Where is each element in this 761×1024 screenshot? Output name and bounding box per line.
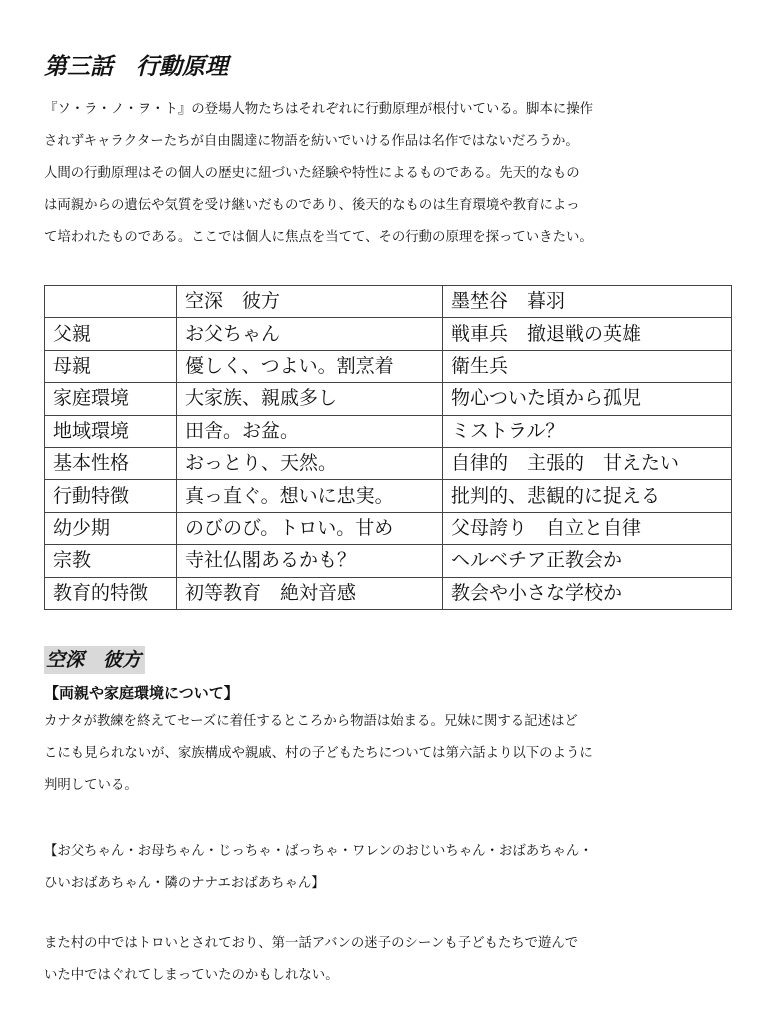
table-header-cell: [45, 286, 177, 318]
table-row: [45, 512, 732, 544]
table-cell: 優しく、つよい。割烹着: [177, 350, 443, 382]
intro-line: て培われたものである。ここでは個人に焦点を当てて、その行動の原理を探っていきたい。: [44, 230, 593, 245]
table-cell: 衛生兵: [443, 350, 732, 382]
section-heading: 空深 彼方: [44, 646, 145, 674]
row-label: 教育的特徴: [45, 577, 177, 609]
body-line: ひいおばあちゃん・隣のナナエおばあちゃん】: [44, 876, 325, 891]
body-line: また村の中ではトロいとされており、第一話アバンの迷子のシーンも子どもたちで遊んで: [44, 936, 579, 951]
table-header-cell: 墨埜谷 暮羽: [443, 286, 732, 318]
body-line: 判明している。: [44, 778, 138, 793]
table-header-cell: 空深 彼方: [177, 286, 443, 318]
body-line: 【お父ちゃん・お母ちゃん・じっちゃ・ばっちゃ・ワレンのおじいちゃん・おばあちゃん・: [44, 844, 593, 859]
body-paragraph: [44, 706, 734, 802]
table-cell: 批判的、悲観的に捉える: [443, 480, 732, 512]
table-row: [45, 415, 732, 447]
intro-line: されずキャラクターたちが自由闊達に物語を紡いでいける作品は名作ではないだろうか。: [44, 134, 579, 149]
table-cell: 寺社仏閣あるかも？: [177, 545, 443, 577]
table-cell: 戦車兵 撤退戦の英雄: [443, 318, 732, 350]
table-cell: 初等教育 絶対音感: [177, 577, 443, 609]
body-line: こにも見られないが、家族構成や親戚、村の子どもたちについては第六話より以下のように: [44, 746, 593, 761]
row-label: 行動特徴: [45, 480, 177, 512]
table-cell: ミストラル？: [443, 415, 732, 447]
table-cell: 教会や小さな学校か: [443, 577, 732, 609]
sub-heading: 【両親や家庭環境について】: [44, 684, 239, 702]
table-cell: 大家族、親戚多し: [177, 383, 443, 415]
intro-line: 『ソ・ラ・ノ・ヲ・ト』の登場人物たちはそれぞれに行動原理が根付いている。脚本に操作: [44, 102, 594, 117]
chapter-title: 第三話 行動原理: [44, 54, 228, 80]
table-cell: 物心ついた頃から孤児: [443, 383, 732, 415]
table-cell: ヘルベチア正教会か: [443, 545, 732, 577]
row-label: 父親: [45, 318, 177, 350]
body-paragraph: [44, 928, 734, 992]
intro-line: は両親からの遺伝や気質を受け継いだものであり、後天的なものは生育環境や教育によっ: [44, 198, 580, 213]
table-row: [45, 545, 732, 577]
body-line: カナタが教練を終えてセーズに着任するところから物語は始まる。兄妹に関する記述はど: [44, 714, 578, 729]
table-cell: のびのび。トロい。甘め: [177, 512, 443, 544]
table-row: [45, 350, 732, 382]
table-cell: 田舎。お盆。: [177, 415, 443, 447]
table-row: [45, 480, 732, 512]
row-label: 家庭環境: [45, 383, 177, 415]
table-cell: 自律的 主張的 甘えたい: [443, 447, 732, 479]
row-label: 地域環境: [45, 415, 177, 447]
table-row: [45, 447, 732, 479]
row-label: 宗教: [45, 545, 177, 577]
family-list-paragraph: [44, 836, 734, 900]
character-profile-table: [44, 285, 732, 610]
table-cell: 真っ直ぐ。想いに忠実。: [177, 480, 443, 512]
body-line: いた中ではぐれてしまっていたのかもしれない。: [44, 968, 339, 983]
table-cell: 父母誇り 自立と自律: [443, 512, 732, 544]
intro-paragraph: [44, 94, 734, 254]
row-label: 幼少期: [45, 512, 177, 544]
table-row: [45, 577, 732, 609]
row-label: 母親: [45, 350, 177, 382]
row-label: 基本性格: [45, 447, 177, 479]
intro-line: 人間の行動原理はその個人の歴史に紐づいた経験や特性によるものである。先天的なもの: [44, 166, 580, 181]
table-cell: おっとり、天然。: [177, 447, 443, 479]
table-row: [45, 318, 732, 350]
table-cell: お父ちゃん: [177, 318, 443, 350]
table-header-row: [45, 286, 732, 318]
table-row: [45, 383, 732, 415]
